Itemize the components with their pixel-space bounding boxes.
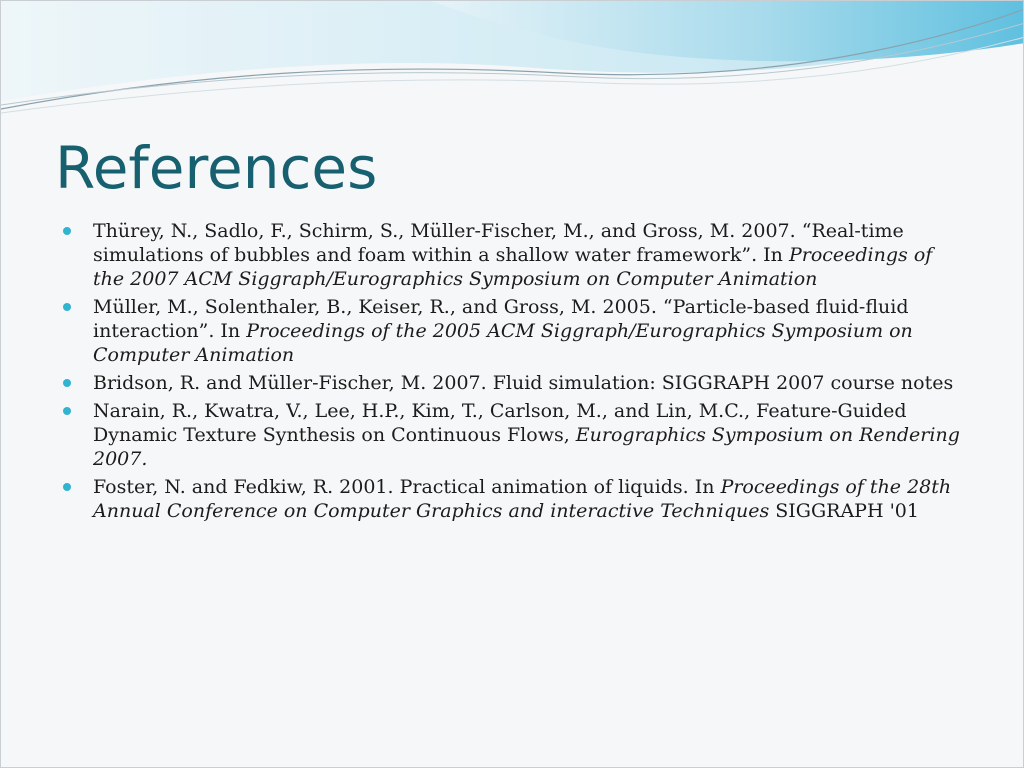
reference-item — [63, 295, 963, 367]
bullet-icon — [63, 379, 71, 387]
reference-venue: Proceedings of the 28th Annual Conference on Computer Graphics and interactive Techniques — [93, 476, 952, 522]
bullet-icon — [63, 483, 71, 491]
reference-text: Thürey, N., Sadlo, F., Schirm, S., Müller-Fischer, M., and Gross, M. 2007. “Real-time simulations of bubbles and foam within a shallow water framework”. In — [93, 220, 904, 266]
reference-venue: Proceedings of the 2005 ACM Siggraph/Eurographics Symposium on Computer Animation — [93, 320, 913, 366]
reference-venue: Eurographics Symposium on Rendering 2007. — [93, 424, 960, 470]
bullet-icon — [63, 407, 71, 415]
reference-text: Bridson, R. and Müller-Fischer, M. 2007. Fluid simulation: SIGGRAPH 2007 course notes — [93, 372, 954, 394]
reference-suffix: SIGGRAPH '01 — [769, 500, 919, 522]
reference-list — [63, 219, 963, 527]
reference-text: Foster, N. and Fedkiw, R. 2001. Practical animation of liquids. In — [93, 476, 721, 498]
reference-item — [63, 219, 963, 291]
bullet-icon — [63, 303, 71, 311]
reference-text: Narain, R., Kwatra, V., Lee, H.P., Kim, T., Carlson, M., and Lin, M.C., Feature-Guided Dynamic Texture Synthesis on Continuous Flows, — [93, 400, 907, 446]
reference-item — [63, 371, 963, 395]
reference-venue: Proceedings of the 2007 ACM Siggraph/Eurographics Symposium on Computer Animation — [93, 244, 933, 290]
reference-item — [63, 475, 963, 523]
reference-item — [63, 399, 963, 471]
slide-title: References — [55, 134, 378, 202]
header-wave-decoration — [1, 1, 1024, 121]
reference-text: Müller, M., Solenthaler, B., Keiser, R., and Gross, M. 2005. “Particle-based fluid-fluid interaction”. In — [93, 296, 909, 342]
bullet-icon — [63, 227, 71, 235]
